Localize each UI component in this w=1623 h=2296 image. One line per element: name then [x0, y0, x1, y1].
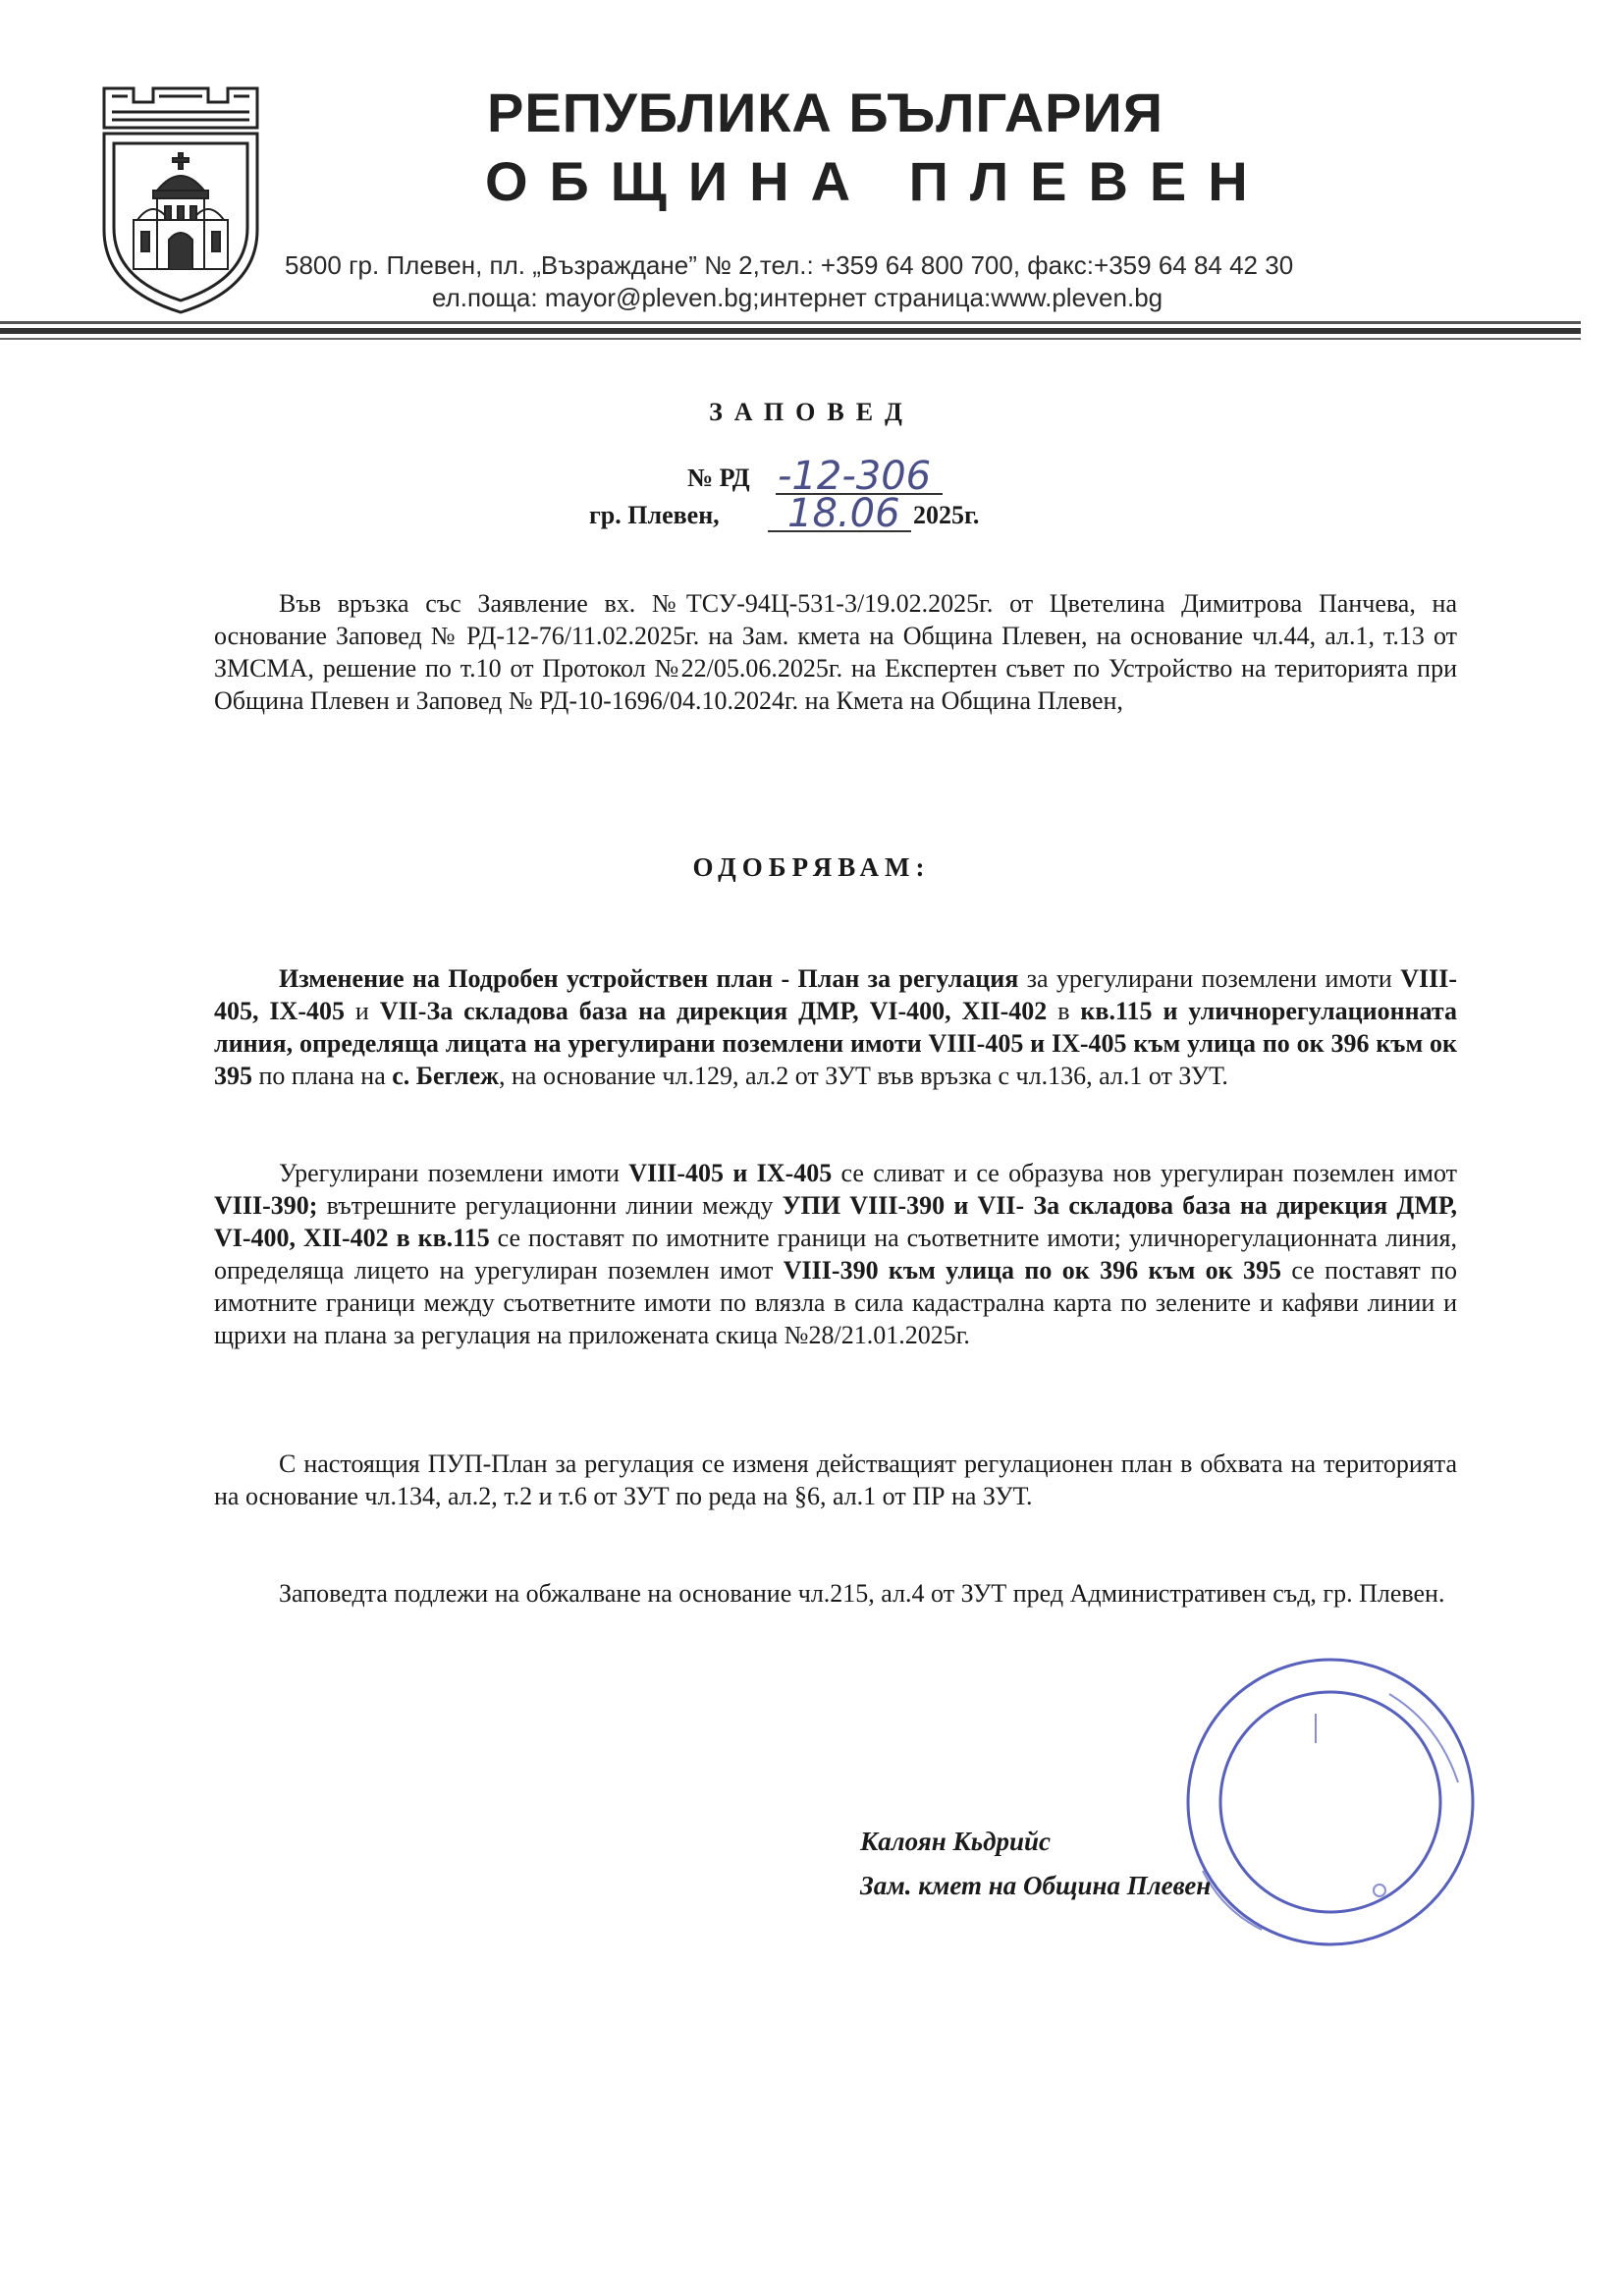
merge-text: се поставят по имотните граници между съответните имоти по влязла в сила кадастрална карта по зелените и кафяви линии и щрихи на плана за регулация на приложената скица №28/21.01.2025г.	[214, 1256, 1458, 1349]
letterhead-address: 5800 гр. Плевен, пл. „Възраждане” № 2,тел.: +359 64 800 700, факс:+359 64 84 42 30	[285, 250, 1294, 280]
approval-subject: Изменение на Подробен устройствен план - План за регулация	[279, 964, 1019, 993]
merge-text: се поставят по имотните граници на съответните имоти; уличнорегулационната линия, определяща лицето на урегулиран поземлен имот	[214, 1224, 1457, 1285]
intro-paragraph: Във връзка със Заявление вх. №ТСУ-94Ц-531-3/19.02.2025г. от Цветелина Димитрова Панчева, на основание Заповед № РД-12-76/11.02.2025г. на Зам. кмета на Община Плевен, на основание чл.44, ал.1, т.13 от ЗМСМА, решение по т.10 от Протокол №22/05.06.2025г. на Експертен съвет по Устройство на територията при Община Плевен и Заповед № РД-10-1696/04.10.2024г. на Кмета на Община Плевен,	[214, 589, 1457, 715]
signer-name: Калоян Кьдрийс	[860, 1827, 1052, 1856]
letterhead-divider	[0, 319, 1581, 343]
merge-text: Урегулирани поземлени имоти	[279, 1159, 629, 1187]
approval-text: по плана на	[252, 1062, 393, 1090]
merge-text: вътрешните регулационни линии между	[317, 1191, 783, 1220]
approval-text: за урегулирани поземлени имоти	[1018, 964, 1401, 993]
letterhead-contacts: ел.поща: mayor@pleven.bg;интернет страница:www.pleven.bg	[432, 283, 1163, 312]
approval-text: в	[1047, 997, 1081, 1025]
merge-paragraph	[214, 1157, 1457, 1351]
letterhead-municipality: ОБЩИНА ПЛЕВЕН	[485, 150, 1270, 212]
approve-heading: ОДОБРЯВАМ:	[692, 852, 931, 882]
order-date-handwritten: 18.06	[787, 491, 900, 536]
letterhead-republic: РЕПУБЛИКА БЪЛГАРИЯ	[487, 82, 1163, 143]
order-number-label: № РД	[687, 464, 750, 492]
approval-text: , на основание чл.129, ал.2 от ЗУТ във връзка с чл.136, ал.1 от ЗУТ.	[499, 1062, 1228, 1090]
approval-paragraph	[214, 962, 1457, 1092]
appeal-paragraph: Заповедта подлежи на обжалване на основание чл.215, ал.4 от ЗУТ пред Административен съд, гр. Плевен.	[279, 1579, 1445, 1608]
approval-plots: VII-За складова база на дирекция ДМР, VI-400, XII-402	[379, 997, 1048, 1025]
merge-text: се сливат и се образува нов урегулиран поземлен имот	[832, 1159, 1458, 1187]
merge-new-plot: VIII-390;	[214, 1191, 318, 1220]
approval-plots: VIII-405, IX-405	[214, 964, 1458, 1025]
merge-street: VIII-390 към улица по ок 396 към ок 395	[783, 1256, 1282, 1285]
merge-plots: VIII-405 и IX-405	[628, 1159, 833, 1187]
signer-position: Зам. кмет на Община Плевен	[860, 1871, 1212, 1900]
plan-change-paragraph: С настоящия ПУП-План за регулация се изменя действащият регулационен план в обхвата на територията на основание чл.134, ал.2, т.2 и т.6 от ЗУТ по реда на §6, ал.1 от ПР на ЗУТ.	[214, 1449, 1457, 1510]
approval-village: с. Беглеж	[392, 1062, 500, 1090]
approval-text: и	[345, 997, 380, 1025]
official-seal-icon	[1144, 1655, 1497, 1949]
order-city-label: гр. Плевен,	[589, 501, 720, 529]
pleven-coat-of-arms-icon	[98, 82, 263, 316]
approval-block: кв.115 и уличнорегулационната линия, определяща лицата на урегулирани поземлени имоти VIII-405 и IX-405 към улица по ок 396 към ок 395	[214, 997, 1458, 1090]
merge-lines: УПИ VIII-390 и VII- За складова база на дирекция ДМР, VI-400, XII-402 в кв.115	[214, 1191, 1457, 1252]
order-year: 2025г.	[913, 501, 980, 529]
order-title: ЗАПОВЕД	[709, 398, 914, 426]
order-number-handwritten: -12-306	[778, 454, 932, 499]
